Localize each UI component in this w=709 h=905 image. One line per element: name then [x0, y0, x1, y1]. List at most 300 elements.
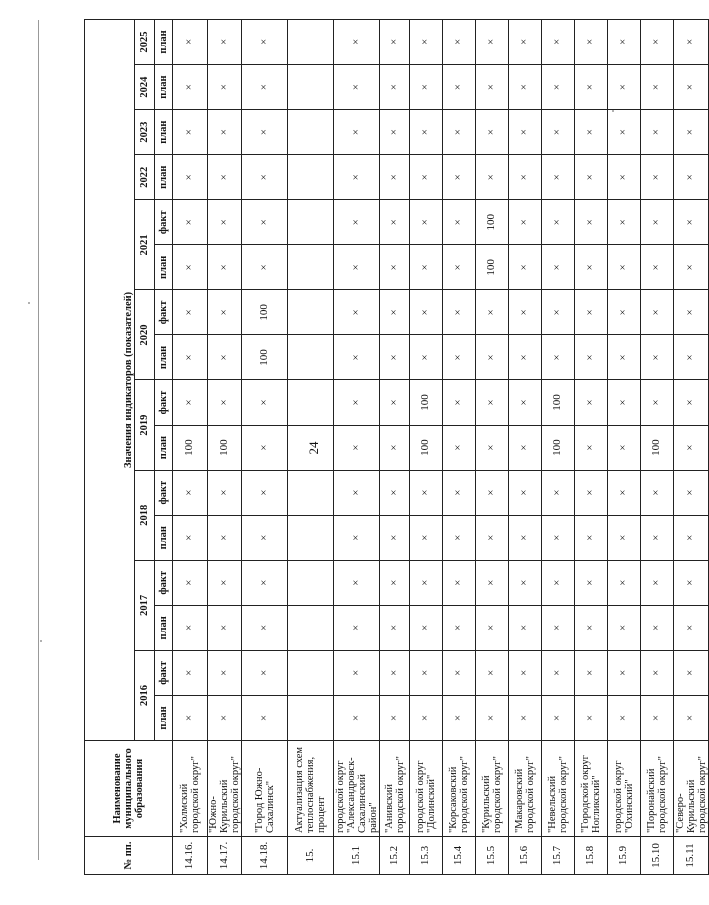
indicator-value — [288, 110, 334, 155]
indicator-value: × — [608, 245, 641, 290]
indicator-value: × — [242, 425, 288, 470]
indicator-value: × — [410, 290, 443, 335]
row-number: 15.2 — [380, 837, 410, 875]
indicator-value: × — [542, 110, 575, 155]
indicator-value — [288, 155, 334, 200]
indicator-value: × — [674, 380, 709, 425]
indicator-value: × — [208, 110, 242, 155]
indicator-value: × — [242, 605, 288, 650]
indicator-value: × — [476, 425, 509, 470]
indicator-value: × — [476, 380, 509, 425]
indicator-value: × — [410, 695, 443, 740]
indicator-value: × — [334, 605, 380, 650]
indicator-value: 100 — [542, 380, 575, 425]
indicator-value: × — [476, 290, 509, 335]
indicator-value: × — [410, 605, 443, 650]
indicator-value: × — [334, 425, 380, 470]
indicator-value: × — [608, 605, 641, 650]
indicator-value: × — [443, 65, 476, 110]
page-edge-line — [38, 20, 39, 860]
indicator-value: × — [608, 560, 641, 605]
indicator-value: × — [208, 290, 242, 335]
indicator-value: × — [608, 380, 641, 425]
indicator-value: × — [208, 245, 242, 290]
municipality-name: городской округ "Охинский" — [608, 741, 641, 837]
indicator-value — [288, 19, 334, 64]
indicator-value: × — [208, 200, 242, 245]
indicator-value: × — [242, 19, 288, 64]
indicator-value: × — [242, 155, 288, 200]
table-row — [608, 19, 641, 874]
indicator-value: × — [509, 650, 542, 695]
plan-header-2019: план — [155, 425, 173, 470]
page-number: 24 — [306, 441, 321, 455]
table-row — [288, 19, 334, 874]
indicator-value: × — [208, 515, 242, 560]
indicator-value: × — [410, 110, 443, 155]
indicator-value: × — [173, 380, 208, 425]
indicator-value: × — [641, 335, 674, 380]
indicator-value: × — [443, 425, 476, 470]
table-row — [641, 19, 674, 874]
indicator-value: × — [476, 560, 509, 605]
indicator-value: × — [173, 110, 208, 155]
indicator-value: × — [575, 335, 608, 380]
indicator-value: × — [608, 650, 641, 695]
column-header-number: № пп. — [85, 837, 173, 875]
indicator-value: × — [476, 695, 509, 740]
table-row — [380, 19, 410, 874]
indicator-value: × — [542, 65, 575, 110]
indicator-value: × — [380, 155, 410, 200]
indicator-value: × — [509, 380, 542, 425]
indicator-value: × — [242, 110, 288, 155]
indicator-value: × — [575, 200, 608, 245]
indicator-value: × — [575, 65, 608, 110]
indicator-value: × — [410, 470, 443, 515]
municipality-name: "Анивский городской округ" — [380, 741, 410, 837]
indicator-value: × — [674, 425, 709, 470]
indicator-value: × — [641, 605, 674, 650]
indicator-value: × — [173, 200, 208, 245]
indicator-value: × — [443, 605, 476, 650]
indicator-value: 100 — [410, 380, 443, 425]
indicator-value: × — [443, 155, 476, 200]
indicator-value: × — [509, 605, 542, 650]
row-number: 15.11 — [674, 837, 709, 875]
indicator-value: × — [380, 19, 410, 64]
table-row — [542, 19, 575, 874]
indicator-value: × — [542, 470, 575, 515]
indicator-value: × — [380, 560, 410, 605]
indicator-value: × — [542, 605, 575, 650]
indicator-value: × — [575, 695, 608, 740]
indicator-value: × — [443, 560, 476, 605]
municipality-name: "Поронайский городской округ" — [641, 741, 674, 837]
indicator-value: × — [380, 245, 410, 290]
municipality-name: городской округ "Долинский" — [410, 741, 443, 837]
indicator-value: × — [334, 650, 380, 695]
table-row — [208, 19, 242, 874]
indicator-value: × — [575, 650, 608, 695]
indicator-value: × — [173, 695, 208, 740]
row-number: 15.4 — [443, 837, 476, 875]
indicator-value: × — [641, 65, 674, 110]
indicator-value: × — [334, 560, 380, 605]
indicator-value — [288, 290, 334, 335]
plan-header-2020: план — [155, 335, 173, 380]
indicator-value: × — [674, 560, 709, 605]
indicator-value: × — [476, 65, 509, 110]
indicator-value: × — [173, 605, 208, 650]
row-number: 15.5 — [476, 837, 509, 875]
indicator-value: × — [476, 605, 509, 650]
indicator-value: × — [674, 605, 709, 650]
indicator-value: × — [334, 200, 380, 245]
indicator-value — [288, 470, 334, 515]
indicator-value: × — [334, 335, 380, 380]
indicator-value: × — [173, 155, 208, 200]
indicator-value: × — [334, 515, 380, 560]
indicator-value: × — [575, 470, 608, 515]
row-number: 15.3 — [410, 837, 443, 875]
indicator-value: × — [476, 19, 509, 64]
indicator-value: × — [674, 335, 709, 380]
indicator-value: × — [380, 470, 410, 515]
indicator-value: × — [476, 155, 509, 200]
indicator-value: × — [542, 650, 575, 695]
indicator-value: × — [443, 515, 476, 560]
indicator-value: × — [410, 650, 443, 695]
fact-header-2018: факт — [155, 470, 173, 515]
indicator-value: 100 — [410, 425, 443, 470]
indicator-value: × — [509, 200, 542, 245]
indicator-value: × — [608, 290, 641, 335]
municipality-name: "Невельский городской округ" — [542, 741, 575, 837]
indicator-value: × — [476, 470, 509, 515]
indicator-value: × — [641, 19, 674, 64]
indicator-value: × — [542, 335, 575, 380]
indicator-value: × — [542, 19, 575, 64]
indicator-value: × — [242, 515, 288, 560]
indicator-value: × — [608, 425, 641, 470]
year-header-2019: 2019 — [135, 380, 155, 470]
indicator-value: × — [334, 19, 380, 64]
indicator-value: × — [208, 380, 242, 425]
municipality-name: "Курильский городской округ" — [476, 741, 509, 837]
scan-speck — [40, 640, 42, 642]
indicator-value — [288, 515, 334, 560]
indicator-value — [288, 65, 334, 110]
table-row — [173, 19, 208, 874]
indicator-value: × — [509, 560, 542, 605]
year-header-2025: 2025 — [135, 19, 155, 64]
indicator-value: × — [641, 110, 674, 155]
municipality-name: "Южно-Курильский городской округ" — [208, 741, 242, 837]
plan-header-2016: план — [155, 695, 173, 740]
row-number: 14.18. — [242, 837, 288, 875]
indicator-value: × — [380, 425, 410, 470]
indicator-value: × — [208, 335, 242, 380]
indicator-value: × — [173, 245, 208, 290]
indicator-table — [84, 19, 709, 875]
indicator-value: 100 — [173, 425, 208, 470]
indicator-value: × — [410, 515, 443, 560]
plan-header-2018: план — [155, 515, 173, 560]
indicator-value: × — [509, 19, 542, 64]
indicator-value: × — [208, 650, 242, 695]
row-number: 14.16. — [173, 837, 208, 875]
indicator-value: × — [542, 200, 575, 245]
indicator-value — [288, 245, 334, 290]
indicator-value: × — [410, 560, 443, 605]
indicator-value: × — [380, 650, 410, 695]
indicator-value — [288, 335, 334, 380]
indicator-value: × — [476, 515, 509, 560]
fact-header-2020: факт — [155, 290, 173, 335]
fact-header-2019: факт — [155, 380, 173, 425]
indicator-value: × — [334, 110, 380, 155]
indicator-value: × — [575, 155, 608, 200]
plan-header-2023: план — [155, 110, 173, 155]
table-row — [509, 19, 542, 874]
indicator-value: × — [443, 200, 476, 245]
indicator-value — [288, 695, 334, 740]
indicator-value — [288, 200, 334, 245]
indicator-value: 100 — [242, 290, 288, 335]
indicator-value: × — [575, 110, 608, 155]
indicator-value: × — [509, 470, 542, 515]
indicator-value: × — [509, 290, 542, 335]
indicator-value: × — [334, 65, 380, 110]
indicator-value: × — [674, 65, 709, 110]
indicator-value: × — [380, 335, 410, 380]
indicator-value: × — [208, 19, 242, 64]
indicator-value: × — [476, 650, 509, 695]
indicator-value: × — [542, 245, 575, 290]
indicator-value: 100 — [641, 425, 674, 470]
year-header-2021: 2021 — [135, 200, 155, 290]
year-header-2017: 2017 — [135, 560, 155, 650]
indicator-value: × — [242, 695, 288, 740]
indicator-value: × — [208, 695, 242, 740]
indicator-value: × — [608, 335, 641, 380]
indicator-value: × — [380, 290, 410, 335]
indicator-value: × — [641, 470, 674, 515]
indicator-value: × — [443, 335, 476, 380]
indicator-value: × — [641, 515, 674, 560]
indicator-value — [288, 650, 334, 695]
indicator-value: × — [509, 425, 542, 470]
indicator-value: × — [334, 245, 380, 290]
indicator-value — [288, 380, 334, 425]
indicator-value: × — [410, 65, 443, 110]
indicator-value: × — [443, 245, 476, 290]
row-number: 15.10 — [641, 837, 674, 875]
indicator-value: × — [443, 110, 476, 155]
indicator-value: × — [443, 19, 476, 64]
indicator-value: × — [674, 695, 709, 740]
indicator-value: × — [674, 19, 709, 64]
indicator-value: 100 — [208, 425, 242, 470]
indicator-value: × — [608, 65, 641, 110]
table-row — [242, 19, 288, 874]
indicator-value: × — [334, 695, 380, 740]
indicator-value: × — [242, 200, 288, 245]
column-header-name: Наименование муниципального образования — [85, 741, 173, 837]
indicator-value: × — [509, 245, 542, 290]
plan-header-2022: план — [155, 155, 173, 200]
indicator-value — [288, 560, 334, 605]
indicator-value: × — [674, 470, 709, 515]
indicator-value: × — [242, 380, 288, 425]
indicator-value: × — [242, 470, 288, 515]
row-number: 15. — [288, 837, 334, 875]
indicator-value: × — [608, 110, 641, 155]
indicator-value: × — [608, 155, 641, 200]
indicator-value: × — [608, 200, 641, 245]
indicator-value: × — [509, 65, 542, 110]
year-header-2020: 2020 — [135, 290, 155, 380]
indicator-value: × — [208, 560, 242, 605]
indicator-value: × — [509, 515, 542, 560]
indicator-value: × — [410, 200, 443, 245]
indicator-value: × — [242, 560, 288, 605]
indicator-value: × — [443, 650, 476, 695]
indicator-value: × — [242, 65, 288, 110]
indicator-value: × — [641, 290, 674, 335]
indicator-value: × — [542, 290, 575, 335]
plan-header-2025: план — [155, 19, 173, 64]
fact-header-2021: факт — [155, 200, 173, 245]
indicator-value: × — [542, 560, 575, 605]
municipality-name: "Город Южно-Сахалинск" — [242, 741, 288, 837]
indicator-value: × — [674, 650, 709, 695]
indicator-value: × — [334, 380, 380, 425]
fact-header-2016: факт — [155, 650, 173, 695]
year-header-2024: 2024 — [135, 65, 155, 110]
table-row — [334, 19, 380, 874]
indicator-value: × — [674, 200, 709, 245]
indicator-value — [288, 425, 334, 470]
year-header-2018: 2018 — [135, 470, 155, 560]
municipality-name: "Северо-Курильский городской округ" — [674, 741, 709, 837]
indicator-value: × — [575, 425, 608, 470]
indicator-value: × — [476, 110, 509, 155]
indicator-value: × — [641, 200, 674, 245]
indicator-value: × — [476, 335, 509, 380]
indicator-value: × — [173, 650, 208, 695]
table-row — [674, 19, 709, 874]
indicator-value: 100 — [242, 335, 288, 380]
indicator-value: × — [575, 245, 608, 290]
indicator-value: × — [410, 335, 443, 380]
row-number: 15.1 — [334, 837, 380, 875]
indicator-value: × — [380, 65, 410, 110]
indicator-value: × — [334, 290, 380, 335]
indicator-value: × — [575, 380, 608, 425]
indicator-value: × — [410, 245, 443, 290]
scan-speck — [28, 302, 30, 304]
indicator-value: × — [380, 695, 410, 740]
indicator-value: × — [208, 65, 242, 110]
table-row — [443, 19, 476, 874]
indicator-table-area — [84, 20, 708, 875]
indicator-value: × — [674, 290, 709, 335]
indicator-value: × — [173, 335, 208, 380]
indicator-value: × — [608, 470, 641, 515]
indicator-value: × — [443, 470, 476, 515]
indicator-value: × — [334, 470, 380, 515]
row-number: 15.7 — [542, 837, 575, 875]
municipality-name: "Городской округ Ногликский" — [575, 741, 608, 837]
indicator-value: × — [608, 515, 641, 560]
indicator-value: × — [242, 245, 288, 290]
table-row — [476, 19, 509, 874]
indicator-value: × — [173, 290, 208, 335]
indicator-value: × — [641, 695, 674, 740]
indicator-value: × — [575, 515, 608, 560]
indicator-value: × — [542, 695, 575, 740]
indicator-value: × — [509, 155, 542, 200]
indicator-value: × — [173, 470, 208, 515]
indicator-value: × — [641, 245, 674, 290]
indicator-value: × — [380, 380, 410, 425]
indicator-value: × — [608, 19, 641, 64]
year-header-2016: 2016 — [135, 650, 155, 740]
indicator-value: × — [173, 515, 208, 560]
plan-header-2017: план — [155, 605, 173, 650]
plan-header-2024: план — [155, 65, 173, 110]
indicator-value: × — [208, 605, 242, 650]
indicator-value: × — [509, 335, 542, 380]
column-header-indicators: Значения индикаторов (показателей) — [85, 19, 135, 740]
indicator-value: × — [641, 650, 674, 695]
indicator-value: × — [380, 110, 410, 155]
indicator-value: × — [242, 650, 288, 695]
indicator-value: × — [674, 155, 709, 200]
year-header-2022: 2022 — [135, 155, 155, 200]
indicator-value: × — [334, 155, 380, 200]
indicator-value: × — [542, 155, 575, 200]
indicator-value: × — [641, 155, 674, 200]
indicator-value: × — [575, 290, 608, 335]
indicator-value: × — [173, 65, 208, 110]
row-number: 15.8 — [575, 837, 608, 875]
year-header-2023: 2023 — [135, 110, 155, 155]
indicator-value: × — [542, 515, 575, 560]
indicator-value: × — [443, 380, 476, 425]
indicator-value: × — [674, 245, 709, 290]
indicator-value: 100 — [476, 245, 509, 290]
municipality-name: городской округ "Александровск-Сахалинский район" — [334, 741, 380, 837]
municipality-name: "Корсаковский городской округ" — [443, 741, 476, 837]
indicator-value: × — [674, 110, 709, 155]
indicator-value: × — [173, 19, 208, 64]
indicator-value: 100 — [476, 200, 509, 245]
row-number: 14.17. — [208, 837, 242, 875]
indicator-value: × — [575, 560, 608, 605]
indicator-value: × — [509, 110, 542, 155]
indicator-value: × — [443, 290, 476, 335]
indicator-value: × — [674, 515, 709, 560]
fact-header-2017: факт — [155, 560, 173, 605]
indicator-value: 100 — [542, 425, 575, 470]
plan-header-2021: план — [155, 245, 173, 290]
indicator-value: × — [208, 155, 242, 200]
indicator-value: × — [575, 605, 608, 650]
municipality-name: "Холмский городской округ" — [173, 741, 208, 837]
